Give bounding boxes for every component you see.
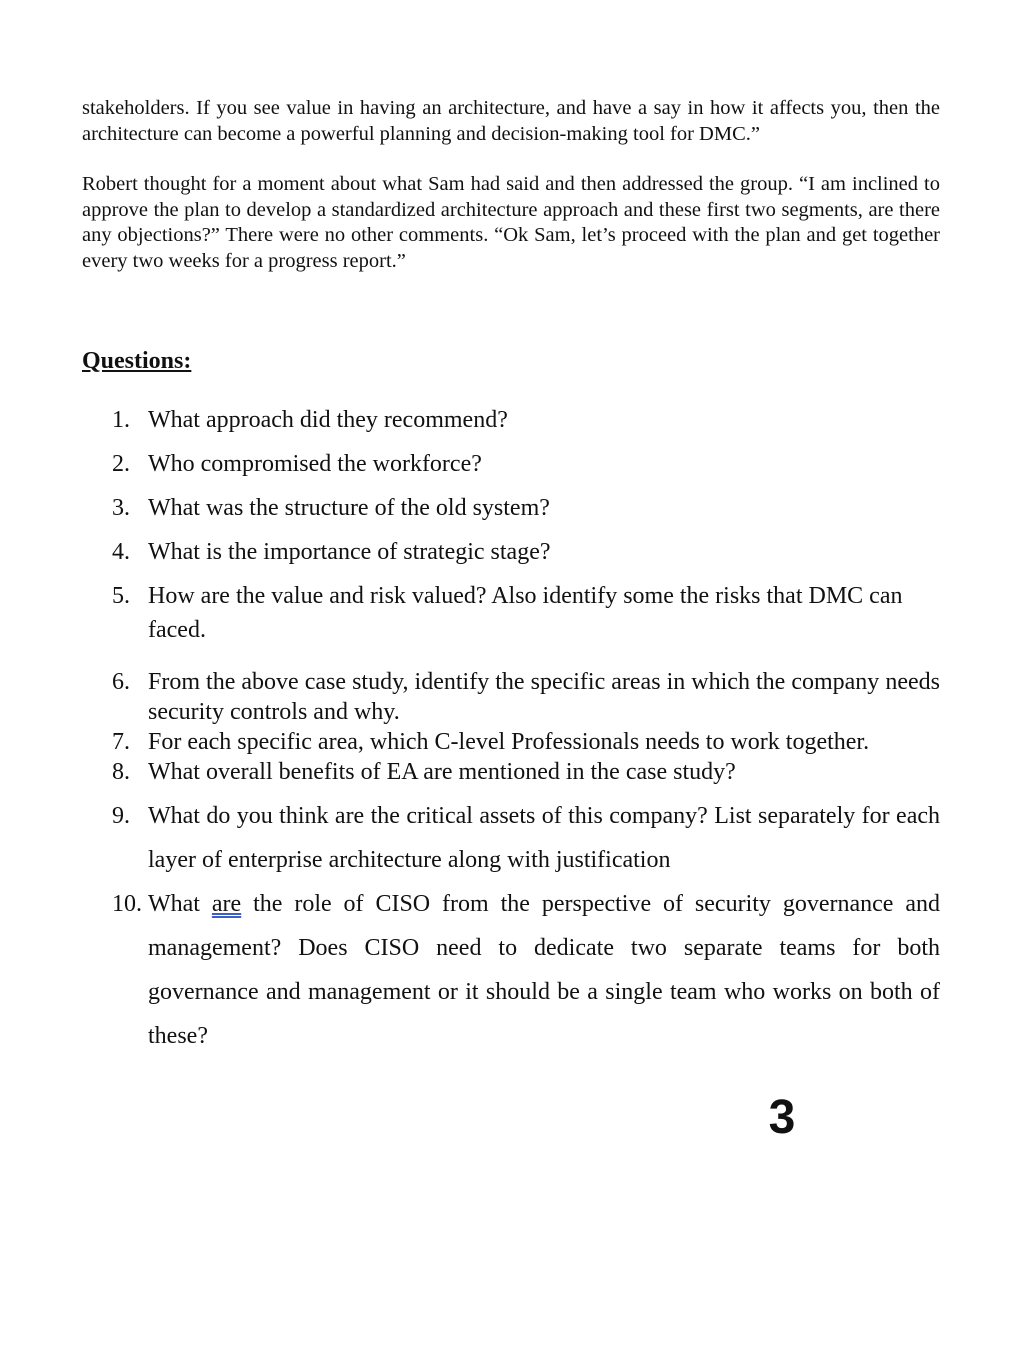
question-text-rest: the role of CISO from the perspective of security governance and management? Does CISO need to dedicate two separate teams for both governance and management or it should be a single team who works on both of these? — [148, 891, 940, 1049]
question-item-10 — [112, 882, 940, 1058]
question-item-6 — [112, 667, 940, 727]
question-item-3 — [112, 486, 940, 530]
question-item-9 — [112, 794, 940, 882]
question-item-2 — [112, 442, 940, 486]
question-item-5 — [112, 579, 940, 647]
question-number: 9. — [112, 803, 130, 829]
question-text: Who compromised the workforce? — [148, 451, 482, 477]
question-number: 10. — [112, 891, 142, 917]
question-text: What is the importance of strategic stage? — [148, 539, 551, 565]
page-number: 3 — [768, 1091, 796, 1144]
question-text: What do you think are the critical assets of this company? List separately for each layer of enterprise architecture along with justification — [148, 803, 940, 873]
question-number: 3. — [112, 495, 130, 521]
question-text: From the above case study, identify the specific areas in which the company needs security controls and why. — [148, 669, 940, 725]
question-item-8 — [112, 757, 940, 787]
question-number: 7. — [112, 729, 130, 755]
body-paragraph-2: Robert thought for a moment about what Sam had said and then addressed the group. “I am inclined to approve the plan to develop a standardized architecture approach and these first two segments, are there any objections?” There were no other comments. “Ok Sam, let’s proceed with the plan and get together every two weeks for a progress report.” — [82, 173, 940, 272]
question-item-4 — [112, 530, 940, 574]
question-text: What approach did they recommend? — [148, 407, 508, 433]
question-text-start: What — [148, 891, 212, 917]
question-number: 1. — [112, 407, 130, 433]
question-text — [148, 882, 940, 1058]
question-number: 4. — [112, 539, 130, 565]
question-item-1 — [112, 398, 940, 442]
question-number: 5. — [112, 583, 130, 609]
grammar-marked-word: are — [211, 891, 242, 917]
question-text: What overall benefits of EA are mentioned in the case study? — [148, 759, 736, 785]
question-number: 2. — [112, 451, 130, 477]
question-item-7 — [112, 727, 940, 757]
question-text: What was the structure of the old system? — [148, 495, 550, 521]
question-number: 8. — [112, 759, 130, 785]
question-text: For each specific area, which C-level Professionals needs to work together. — [148, 729, 870, 755]
question-number: 6. — [112, 669, 130, 695]
question-text: How are the value and risk valued? Also identify some the risks that DMC can faced. — [148, 583, 903, 643]
questions-heading: Questions: — [82, 348, 192, 374]
body-paragraph-1: stakeholders. If you see value in having an architecture, and have a say in how it affects you, then the architecture can become a powerful planning and decision-making tool for DMC.” — [82, 97, 940, 145]
